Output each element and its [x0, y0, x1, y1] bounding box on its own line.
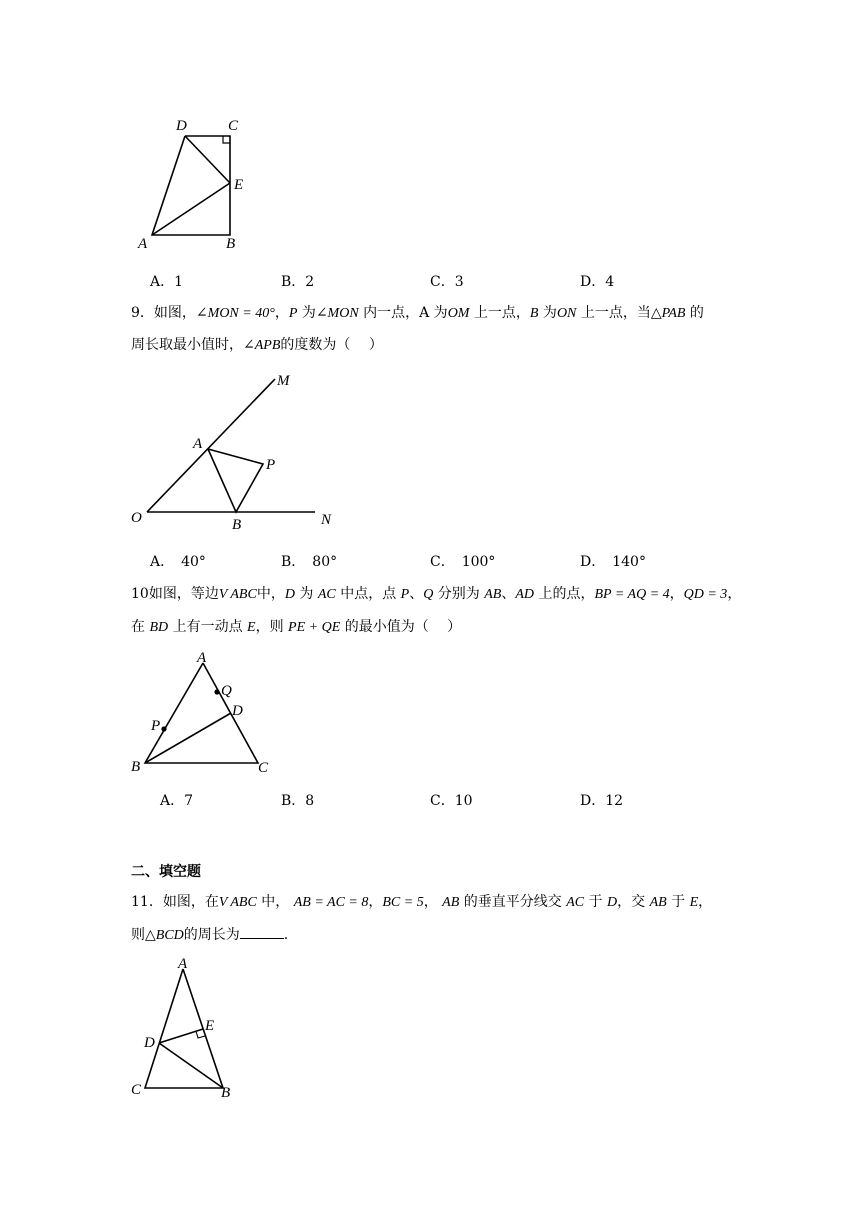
q10-math: QD = 3	[683, 587, 728, 602]
q10-text: 为	[294, 586, 318, 602]
q11-math: AC	[566, 895, 585, 910]
q10-figure	[125, 645, 285, 780]
fig11-label-d: D	[144, 1035, 155, 1051]
fig11-segment-db	[159, 1043, 223, 1088]
q11-text: ，交	[617, 894, 650, 910]
q10-text: 分别为	[433, 586, 485, 602]
q11-text: 则	[131, 927, 145, 943]
fig8-right-angle-mark	[223, 136, 230, 143]
q11-math: △BCD	[145, 928, 184, 943]
q11-text: ，	[368, 894, 383, 910]
q10-text: 上有一动点	[168, 619, 248, 635]
q9-text: 上一点，当	[576, 305, 651, 321]
q10-math: BP = AQ = 4	[594, 587, 670, 602]
q11-math: AB = AC = 8	[293, 895, 369, 910]
q9-figure	[125, 365, 355, 535]
fig10-point-p	[161, 726, 166, 731]
q11-text: 于	[666, 894, 690, 910]
q11-text: ，	[698, 894, 713, 910]
fig8-segment-ae	[152, 183, 230, 235]
q9-option-a[interactable]: A． 40°	[150, 554, 206, 570]
fig10-label-c: C	[258, 760, 269, 776]
q10-text: ，	[727, 586, 742, 602]
q9-text: 的度数为（ ）	[280, 337, 383, 353]
q10-text: 在	[131, 619, 150, 635]
q11-math: BC = 5	[382, 895, 424, 910]
q9-text: 的	[685, 305, 704, 321]
q10-text: 中，	[256, 586, 285, 602]
q9-option-c[interactable]: C． 100°	[430, 554, 496, 570]
fig10-label-p: P	[151, 718, 161, 734]
fig10-label-a: A	[197, 650, 207, 666]
q11-text: 中，	[256, 894, 294, 910]
q11-math: D	[606, 895, 618, 910]
q10-text: 上的点，	[534, 586, 595, 602]
q9-math: ∠APB	[243, 338, 281, 353]
q9-text: ，	[274, 305, 289, 321]
q10-math: D	[284, 587, 295, 602]
q10-stem-line1	[131, 584, 741, 605]
q9-option-d[interactable]: D． 140°	[580, 554, 646, 570]
fig10-label-b: B	[131, 759, 141, 775]
q10-math: V ABC	[218, 587, 257, 602]
q11-text: 的垂直平分线交	[459, 894, 567, 910]
q11-math: AB	[442, 895, 460, 910]
q11-math: AB	[649, 895, 667, 910]
q9-stem-line1	[131, 303, 704, 324]
q10-math: AD	[515, 587, 535, 602]
fig9-label-p: P	[266, 457, 276, 473]
q11-stem-line1	[131, 892, 712, 913]
q9-math: P	[288, 306, 298, 321]
q9-math: ON	[556, 306, 577, 321]
fig11-label-a: A	[178, 956, 188, 972]
q11-stem-line2	[131, 924, 288, 946]
q9-math: △PAB	[650, 306, 686, 321]
fig11-label-b: B	[221, 1085, 231, 1101]
q10-text: ，	[669, 586, 684, 602]
fig9-label-b: B	[232, 517, 242, 533]
q9-math: OM	[447, 306, 470, 321]
q10-text: 、	[501, 586, 516, 602]
fig8-label-a: A	[138, 236, 148, 252]
q11-text: 于	[584, 894, 607, 910]
fig9-label-m: M	[277, 373, 290, 389]
q11-math: V ABC	[218, 895, 257, 910]
q9-text: 为	[538, 305, 557, 321]
fig11-label-c: C	[131, 1082, 142, 1098]
fig10-label-q: Q	[221, 683, 232, 699]
q9-stem-line2	[131, 335, 383, 356]
fig8-label-e: E	[234, 177, 244, 193]
q9-math: ∠MON	[315, 306, 359, 321]
q8-option-b[interactable]: B．2	[281, 274, 315, 290]
q9-math: ∠MON = 40°	[195, 306, 275, 321]
fig8-label-d: D	[176, 118, 187, 134]
q8-option-a[interactable]: A．1	[150, 274, 184, 290]
q10-math: PE + QE	[288, 620, 341, 635]
q10-math: P	[400, 587, 410, 602]
fig8-label-c: C	[228, 118, 239, 134]
q11-text: 的周长为	[183, 927, 240, 943]
q10-math: Q	[423, 587, 434, 602]
fig8-label-b: B	[226, 236, 236, 252]
section-title: 二、填空题	[131, 864, 201, 880]
q10-text: ，则	[255, 619, 289, 635]
fig11-label-e: E	[205, 1018, 215, 1034]
fig8-quadrilateral	[152, 136, 230, 235]
q10-stem-line2	[131, 617, 461, 638]
fig9-label-o: O	[131, 510, 142, 526]
q9-option-b[interactable]: B． 80°	[281, 554, 338, 570]
q10-math: AB	[484, 587, 502, 602]
fig9-label-n: N	[321, 512, 332, 528]
q8-option-c[interactable]: C．3	[430, 274, 464, 290]
q9-text: 为	[297, 305, 316, 321]
q10-text: 、	[409, 586, 424, 602]
answer-blank[interactable]	[240, 924, 284, 939]
q10-math: AC	[317, 587, 336, 602]
q11-math: E	[689, 895, 699, 910]
q11-figure	[125, 950, 245, 1105]
q11-text: 11．如图，在	[131, 894, 219, 910]
q10-text: 中点，点	[335, 586, 401, 602]
q9-text: 周长取最小值时，	[131, 337, 243, 353]
q8-figure	[130, 110, 260, 260]
q10-option-b[interactable]: B．8	[281, 793, 315, 809]
fig9-ray-om	[147, 379, 275, 512]
q10-text: 10如图，等边	[131, 586, 219, 602]
q9-math: B	[529, 306, 539, 321]
q11-text: .	[283, 927, 289, 943]
fig10-label-d: D	[232, 703, 243, 719]
q9-text: 内一点，A 为	[358, 305, 448, 321]
fig9-label-a: A	[193, 436, 203, 452]
q10-option-d[interactable]: D．12	[580, 793, 624, 809]
q9-text: 上一点，	[469, 305, 530, 321]
q10-option-c[interactable]: C．10	[430, 793, 473, 809]
q10-math: BD	[149, 620, 169, 635]
q10-math: E	[247, 620, 256, 635]
q9-text: 9．如图，	[131, 305, 196, 321]
fig10-point-q	[214, 689, 219, 694]
fig9-triangle-pab	[208, 449, 263, 512]
q11-text: ，	[423, 894, 443, 910]
q8-option-d[interactable]: D．4	[580, 274, 615, 290]
q10-option-a[interactable]: A．7	[160, 793, 194, 809]
q10-text: 的最小值为（ ）	[340, 619, 462, 635]
